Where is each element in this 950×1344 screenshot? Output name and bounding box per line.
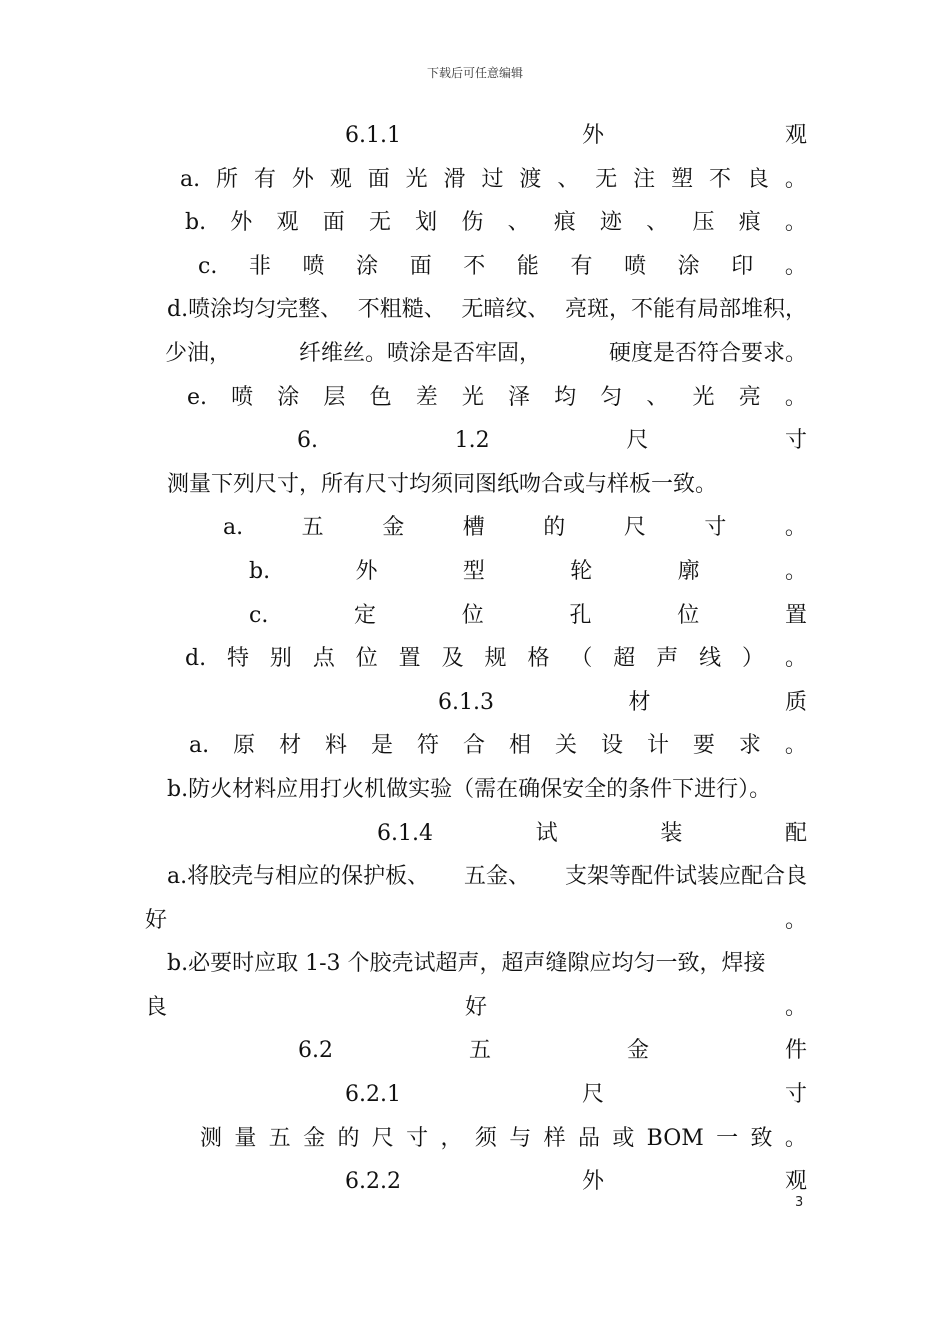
text-line: 少油， 纤维丝。喷涂是否牢固， 硬度是否符合要求。: [165, 340, 807, 366]
text-line: 6.2 五 金 件: [298, 1038, 807, 1064]
text-line: a.将胶壳与相应的保护板、 五金、 支架等配件试装应配合良: [167, 864, 807, 890]
text-line: c. 非 喷 涂 面 不 能 有 喷 涂 印 。: [198, 253, 807, 279]
text-line: 好 。: [145, 907, 807, 933]
text-line: d.喷涂均匀完整、 不粗糙、 无暗纹、 亮斑，不能有局部堆积，: [167, 297, 807, 323]
text-line: 6.1.3 材 质: [438, 689, 807, 715]
text-line: e. 喷 涂 层 色 差 光 泽 均 匀 、 光 亮 。: [187, 384, 807, 410]
text-line: a. 五 金 槽 的 尺 寸 。: [223, 515, 807, 541]
text-line: 测量下列尺寸，所有尺寸均须同图纸吻合或与样板一致。: [167, 471, 718, 497]
text-line: 6.1.1 外 观: [345, 123, 807, 148]
text-line: 6.1.4 试 装 配: [377, 820, 807, 846]
text-line: 6. 1.2 尺 寸: [297, 428, 807, 454]
text-line: 测 量 五 金 的 尺 寸 ， 须 与 样 品 或 BOM 一 致 。: [200, 1125, 807, 1151]
text-line: 6.2.1 尺 寸: [345, 1082, 807, 1108]
page-number: 3: [795, 1195, 804, 1210]
page-header: 下载后可任意编辑: [426, 66, 523, 80]
text-line: c. 定 位 孔 位 置: [249, 602, 807, 628]
text-line: b.防火材料应用打火机做实验（需在确保安全的条件下进行）。: [167, 776, 772, 802]
text-line: 良 好 。: [145, 994, 807, 1020]
text-line: b. 外 型 轮 廓 。: [249, 558, 807, 584]
text-line: 6.2.2 外 观: [345, 1169, 807, 1195]
text-line: a. 所 有 外 观 面 光 滑 过 渡 、 无 注 塑 不 良 。: [180, 166, 807, 192]
text-line: a. 原 材 料 是 符 合 相 关 设 计 要 求 。: [189, 733, 807, 759]
text-line: d. 特 别 点 位 置 及 规 格 （ 超 声 线 ） 。: [185, 646, 807, 672]
text-line: b.必要时应取 1-3 个胶壳试超声，超声缝隙应均匀一致，焊接: [167, 951, 766, 977]
text-line: b. 外 观 面 无 划 伤 、 痕 迹 、 压 痕 。: [185, 210, 807, 236]
document-body: [145, 114, 807, 1204]
